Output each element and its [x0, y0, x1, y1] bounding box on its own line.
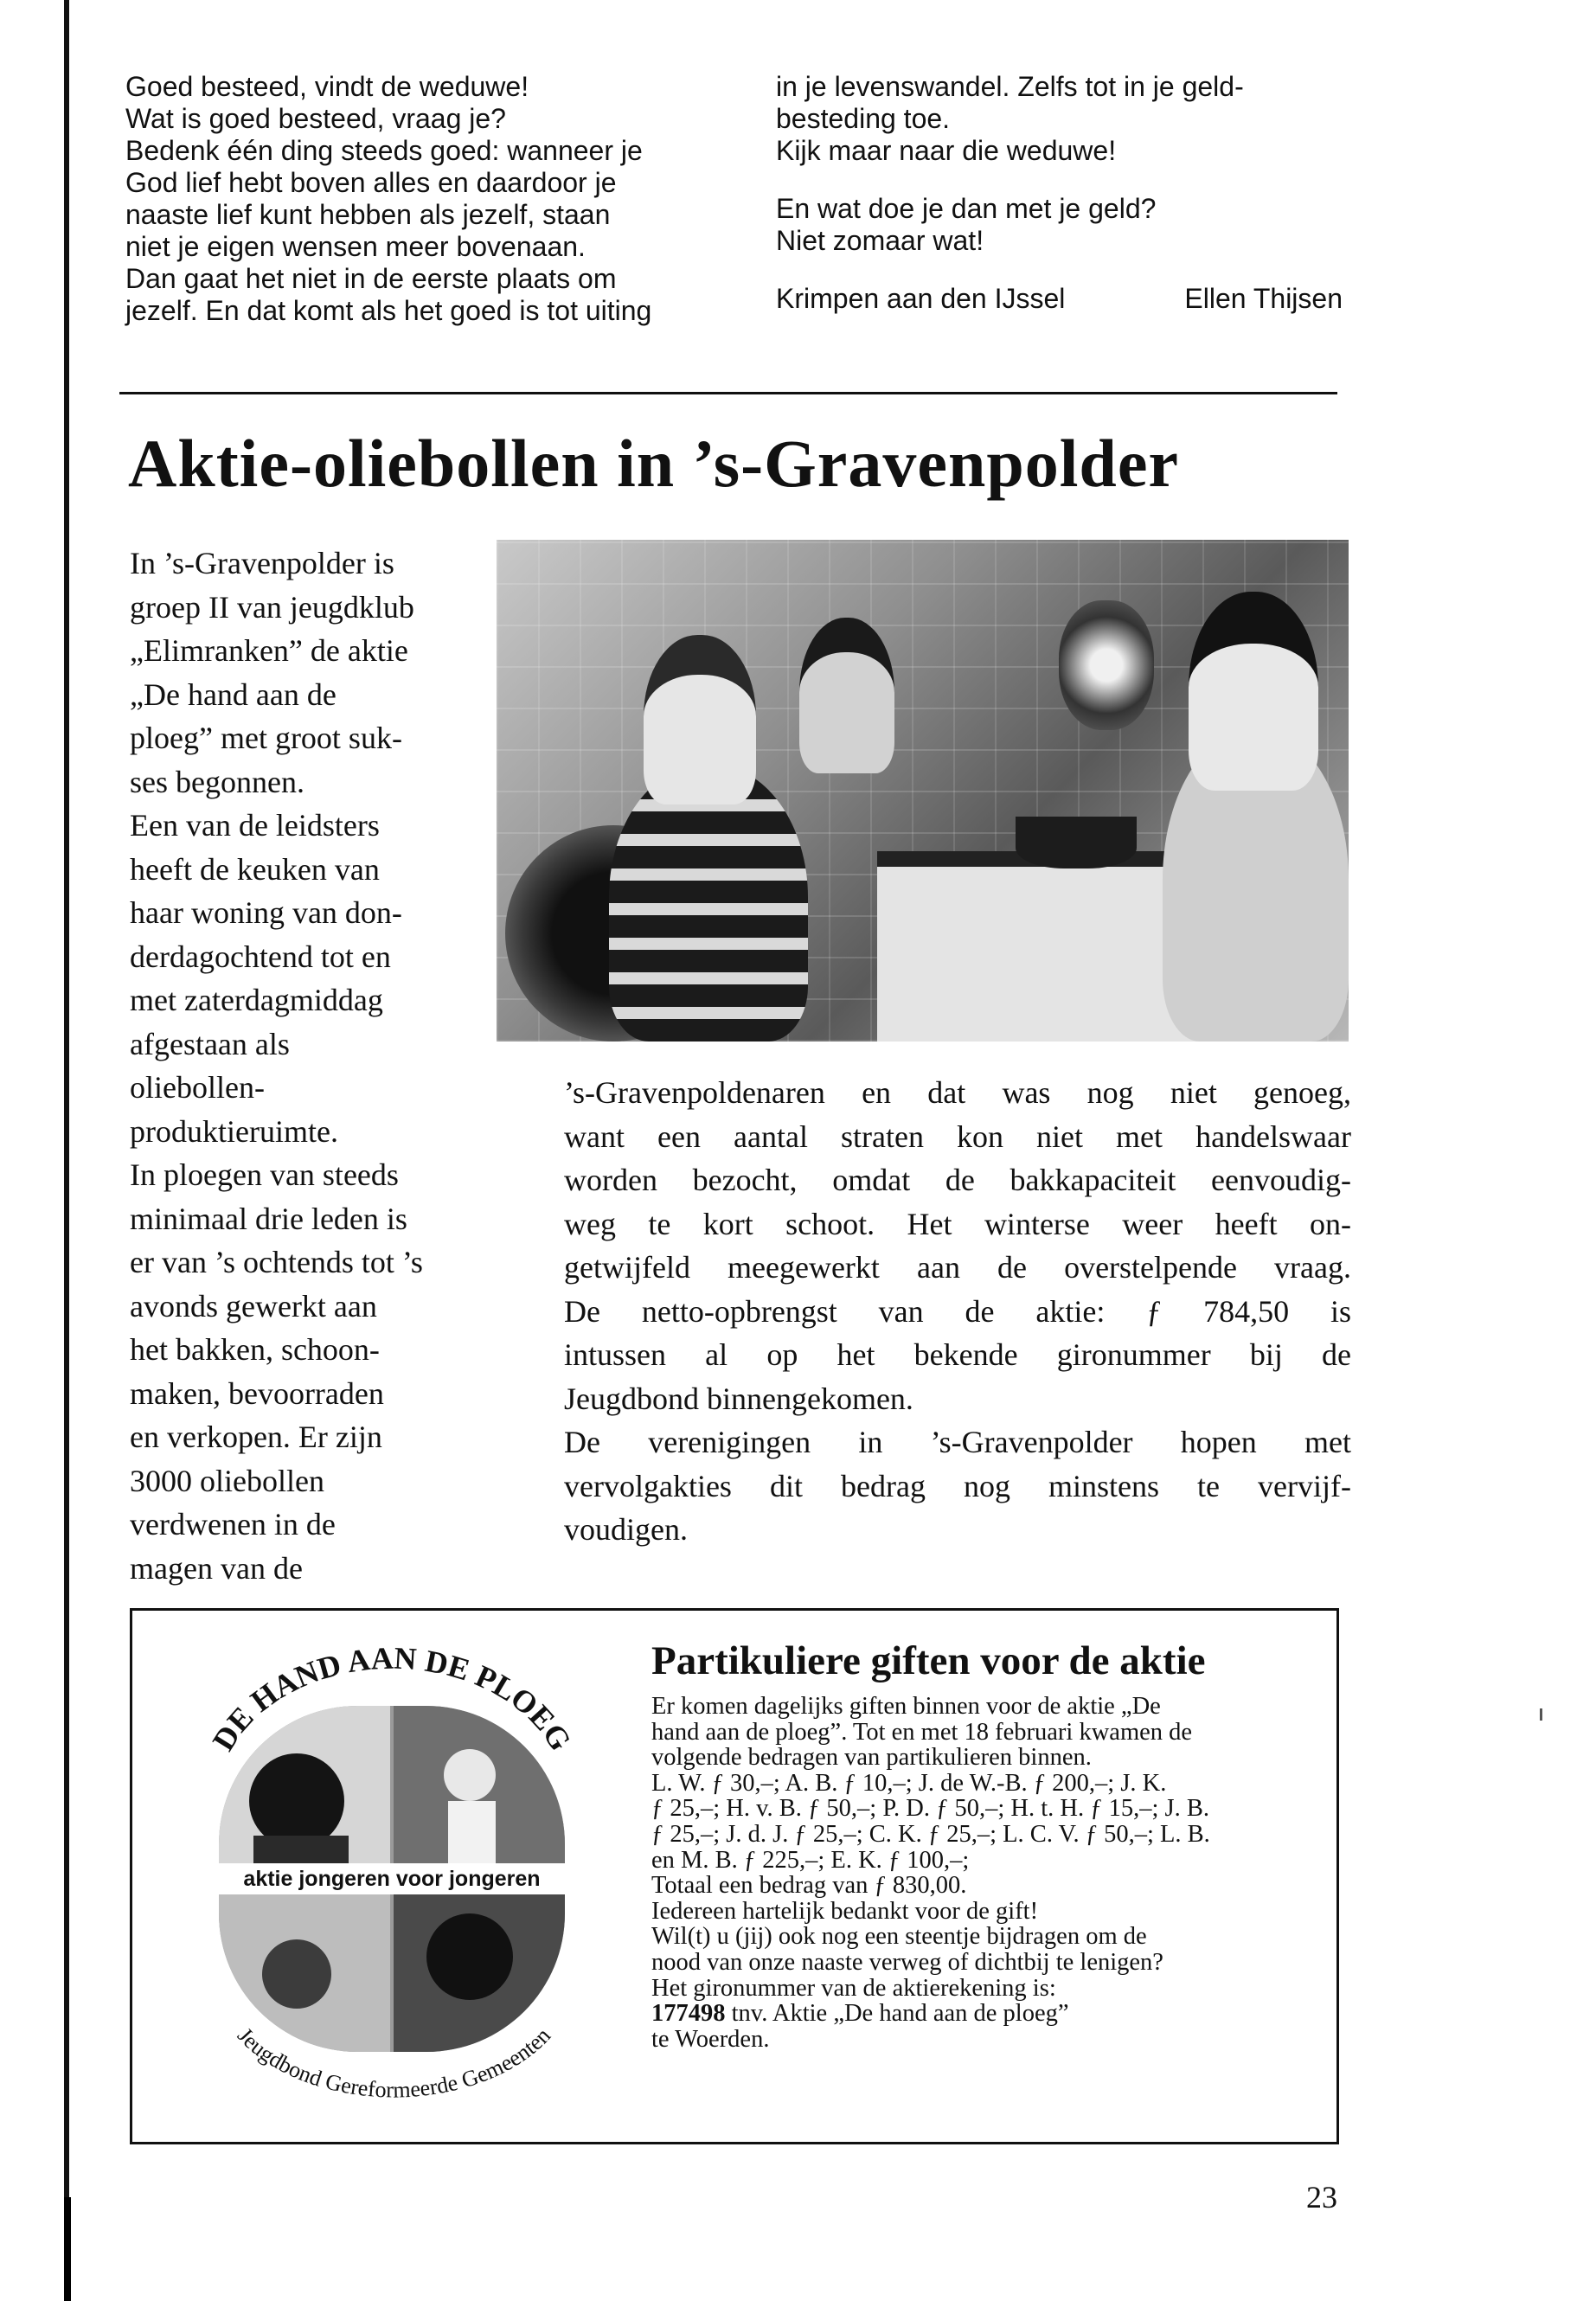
paragraph-spacer: [776, 167, 1364, 193]
text-line: 3000 oliebollen: [130, 1463, 324, 1498]
article-headline: Aktie-oliebollen in ’s-Gravenpolder: [128, 426, 1180, 501]
text-line: hand aan de ploeg”. Tot en met 18 februari kwamen de: [651, 1718, 1193, 1746]
text-line: Wat is goed besteed, vraag je?: [125, 103, 506, 134]
text-line: jezelf. En dat komt als het goed is tot uiting: [125, 295, 652, 326]
photo-boy-left-body: [609, 765, 808, 1042]
text-line: Jeugdbond binnengekomen.: [564, 1381, 913, 1416]
text-line: Iedereen hartelijk bedankt voor de gift!: [651, 1897, 1039, 1925]
text-line: Totaal een bedrag van ƒ 830,00.: [651, 1872, 967, 1900]
text-line: verdwenen in de: [130, 1507, 336, 1541]
text-line: want een aantal straten kon niet met handelswaar: [564, 1118, 1351, 1154]
text-line: magen van de: [130, 1550, 303, 1586]
page-number: 23: [1306, 2180, 1337, 2214]
text-line: maken, bevoorraden: [130, 1375, 384, 1411]
text-line: Goed besteed, vindt de weduwe!: [125, 71, 529, 102]
text-line: haar woning van don-: [130, 895, 402, 930]
text-line: Bedenk één ding steeds goed: wanneer je: [125, 135, 643, 166]
text-line: In ploegen van steeds: [130, 1157, 399, 1192]
text-line: en verkopen. Er zijn: [130, 1420, 382, 1454]
text-line: produktieruimte.: [130, 1113, 338, 1149]
text-line: In ’s-Gravenpolder is: [130, 546, 394, 580]
text-line: Het gironummer van de aktierekening is:: [651, 1974, 1056, 2002]
text-line: De netto-opbrengst van de aktie: ƒ 784,50 is: [564, 1293, 1351, 1329]
logo-middle-text: aktie jongeren voor jongeren: [243, 1867, 541, 1891]
hand-aan-de-ploeg-logo: [184, 1628, 599, 2130]
box-title: Partikuliere giften voor de aktie: [651, 1638, 1206, 1683]
logo-graphic: [184, 1628, 599, 2130]
previous-article-left-column: [125, 71, 714, 327]
text-line: en M. B. ƒ 225,–; E. K. ƒ 100,–;: [651, 1846, 970, 1874]
text-line: met zaterdagmiddag: [130, 983, 383, 1017]
text-line: minimaal drie leden is: [130, 1201, 407, 1236]
text-line: De verenigingen in ’s-Gravenpolder hopen met: [564, 1425, 1351, 1459]
text-line: weg te kort schoot. Het winterse weer heeft on-: [564, 1206, 1351, 1241]
photo-boy-left-head: [644, 635, 756, 804]
section-divider: [119, 392, 1337, 394]
kitchen-photo: [497, 540, 1349, 1042]
text-line: getwijfeld meegewerkt aan de overstelpende vraag.: [564, 1250, 1351, 1285]
text-line: in je levenswandel. Zelfs tot in je geld-: [776, 71, 1244, 102]
text-line: het bakken, schoon-: [130, 1332, 380, 1367]
photo-stove: [877, 851, 1206, 1042]
paragraph-spacer: [776, 257, 1364, 283]
page-binding-edge: [64, 0, 69, 2301]
giro-recipient: tnv. Aktie „De hand aan de ploeg”: [725, 2000, 1069, 2028]
text-line: besteding toe.: [776, 103, 951, 134]
photo-boy-middle-head: [799, 618, 894, 773]
text-line: avonds gewerkt aan: [130, 1288, 377, 1324]
text-line: intussen al op het bekende gironummer bij de: [564, 1337, 1351, 1372]
text-line: derdagochtend tot en: [130, 939, 391, 974]
donations-text: [651, 1694, 1317, 2052]
text-line: oliebollen-: [130, 1070, 265, 1105]
signature-author: Ellen Thijsen: [1184, 283, 1343, 314]
text-line: voudigen.: [564, 1512, 688, 1547]
text-line: naaste lief kunt hebben als jezelf, staan: [125, 199, 611, 230]
article-left-column: [130, 542, 493, 1590]
text-line: „De hand aan de: [130, 676, 337, 712]
text-line: Een van de leidsters: [130, 808, 380, 843]
text-line: worden bezocht, omdat de bakkapaciteit eenvoudig-: [564, 1163, 1351, 1197]
previous-article-right-column: [776, 71, 1364, 315]
logo-top-textpath: DE HAND AAN DE PLOEG: [205, 1640, 579, 1757]
text-line: afgestaan als: [130, 1026, 290, 1061]
text-line: God lief hebt boven alles en daardoor je: [125, 167, 617, 198]
text-line: Dan gaat het niet in de eerste plaats om: [125, 263, 617, 294]
donations-box: [130, 1608, 1339, 2144]
text-line: niet je eigen wensen meer bovenaan.: [125, 231, 586, 262]
text-line: ploeg” met groot suk-: [130, 721, 402, 755]
text-line: vervolgakties dit bedrag nog minstens te vervijf-: [564, 1468, 1351, 1503]
logo-bottom-textpath: Jeugdbond Gereformeerde Gemeenten: [232, 2022, 556, 2103]
article-right-column: [564, 1071, 1351, 1552]
giro-place: te Woerden.: [651, 2025, 770, 2053]
text-line: ’s-Gravenpoldenaren en dat was nog niet genoeg,: [564, 1075, 1351, 1110]
text-line: nood van onze naaste verweg of dichtbij te lenigen?: [651, 1948, 1163, 1976]
giro-line: [651, 2001, 1317, 2027]
text-line: groep II van jeugdklub: [130, 589, 414, 625]
photo-boy-right-head: [1189, 592, 1318, 791]
text-line: „Elimranken” de aktie: [130, 633, 408, 668]
photo-pot: [1016, 817, 1137, 868]
signature-place: Krimpen aan den IJssel: [776, 283, 1066, 314]
photo-bag-of-oliebollen: [1059, 600, 1154, 730]
page-binding-edge-bottom: [64, 2197, 71, 2301]
text-line: Niet zomaar wat!: [776, 225, 984, 256]
text-line: heeft de keuken van: [130, 851, 380, 887]
text-line: Kijk maar naar die weduwe!: [776, 135, 1117, 166]
text-line: Er komen dagelijks giften binnen voor de aktie „De: [651, 1693, 1161, 1720]
text-line: Wil(t) u (jij) ook nog een steentje bijdragen om de: [651, 1923, 1147, 1951]
giro-number: 177498: [651, 2000, 726, 2028]
text-line: ƒ 25,–; H. v. B. ƒ 50,–; P. D. ƒ 50,–; H. t. H. ƒ 15,–; J. B.: [651, 1795, 1209, 1823]
text-line: er van ’s ochtends tot ’s: [130, 1245, 423, 1279]
text-line: L. W. ƒ 30,–; A. B. ƒ 10,–; J. de W.-B. ƒ 200,–; J. K.: [651, 1769, 1167, 1797]
scan-speck: [1540, 1708, 1542, 1721]
signature-row: [776, 283, 1343, 315]
text-line: ƒ 25,–; J. d. J. ƒ 25,–; C. K. ƒ 25,–; L. C. V. ƒ 50,–; L. B.: [651, 1820, 1210, 1848]
text-line: En wat doe je dan met je geld?: [776, 193, 1157, 224]
text-line: ses begonnen.: [130, 764, 304, 799]
text-line: volgende bedragen van partikulieren binnen.: [651, 1744, 1092, 1772]
